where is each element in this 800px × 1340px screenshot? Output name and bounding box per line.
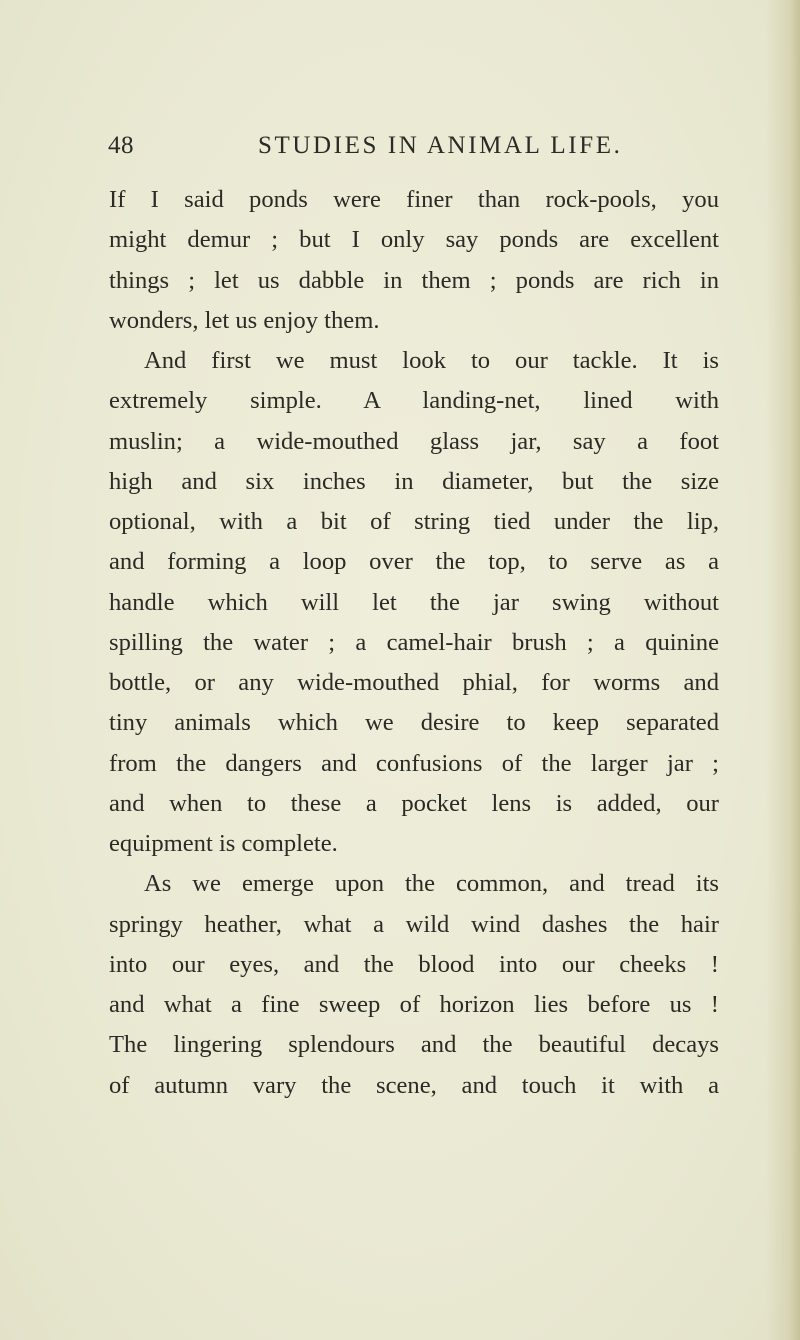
text-line: things ; let us dabble in them ; ponds are rich in xyxy=(109,266,719,294)
text-line: and what a fine sweep of horizon lies before us ! xyxy=(109,991,719,1018)
page-edge-shadow xyxy=(766,0,800,1340)
text-line: and when to these a pocket lens is added, our xyxy=(109,789,719,817)
text-line: high and six inches in diameter, but the size xyxy=(109,467,719,495)
text-line: from the dangers and confusions of the larger jar ; xyxy=(109,749,719,777)
text-line: spilling the water ; a camel-hair brush ; a quinine xyxy=(109,628,719,656)
text-line: bottle, or any wide-mouthed phial, for worms and xyxy=(109,669,719,696)
text-line: handle which will let the jar swing without xyxy=(109,588,719,616)
running-head: STUDIES IN ANIMAL LIFE. xyxy=(258,132,623,159)
text-line: As we emerge upon the common, and tread its xyxy=(144,870,719,898)
text-line: tiny animals which we desire to keep separated xyxy=(109,709,719,737)
text-line: And first we must look to our tackle. It is xyxy=(144,347,719,374)
text-line: into our eyes, and the blood into our cheeks ! xyxy=(109,950,719,978)
text-line: wonders, let us enjoy them. xyxy=(109,306,380,334)
text-line: muslin; a wide-mouthed glass jar, say a foot xyxy=(109,427,719,455)
page-number: 48 xyxy=(108,132,134,159)
text-line: springy heather, what a wild wind dashes the hair xyxy=(109,910,719,938)
text-line: If I said ponds were finer than rock-pools, you xyxy=(109,186,719,213)
text-line: optional, with a bit of string tied under the lip, xyxy=(109,508,719,535)
text-line: might demur ; but I only say ponds are excellent xyxy=(109,226,719,254)
text-line: equipment is complete. xyxy=(109,830,338,857)
text-line: and forming a loop over the top, to serve as a xyxy=(109,548,719,576)
text-line: The lingering splendours and the beautiful decays xyxy=(109,1031,719,1059)
body-text xyxy=(109,180,719,1106)
text-line: extremely simple. A landing-net, lined with xyxy=(109,387,719,415)
text-line: of autumn vary the scene, and touch it with a xyxy=(109,1071,719,1099)
page-header xyxy=(0,132,800,172)
